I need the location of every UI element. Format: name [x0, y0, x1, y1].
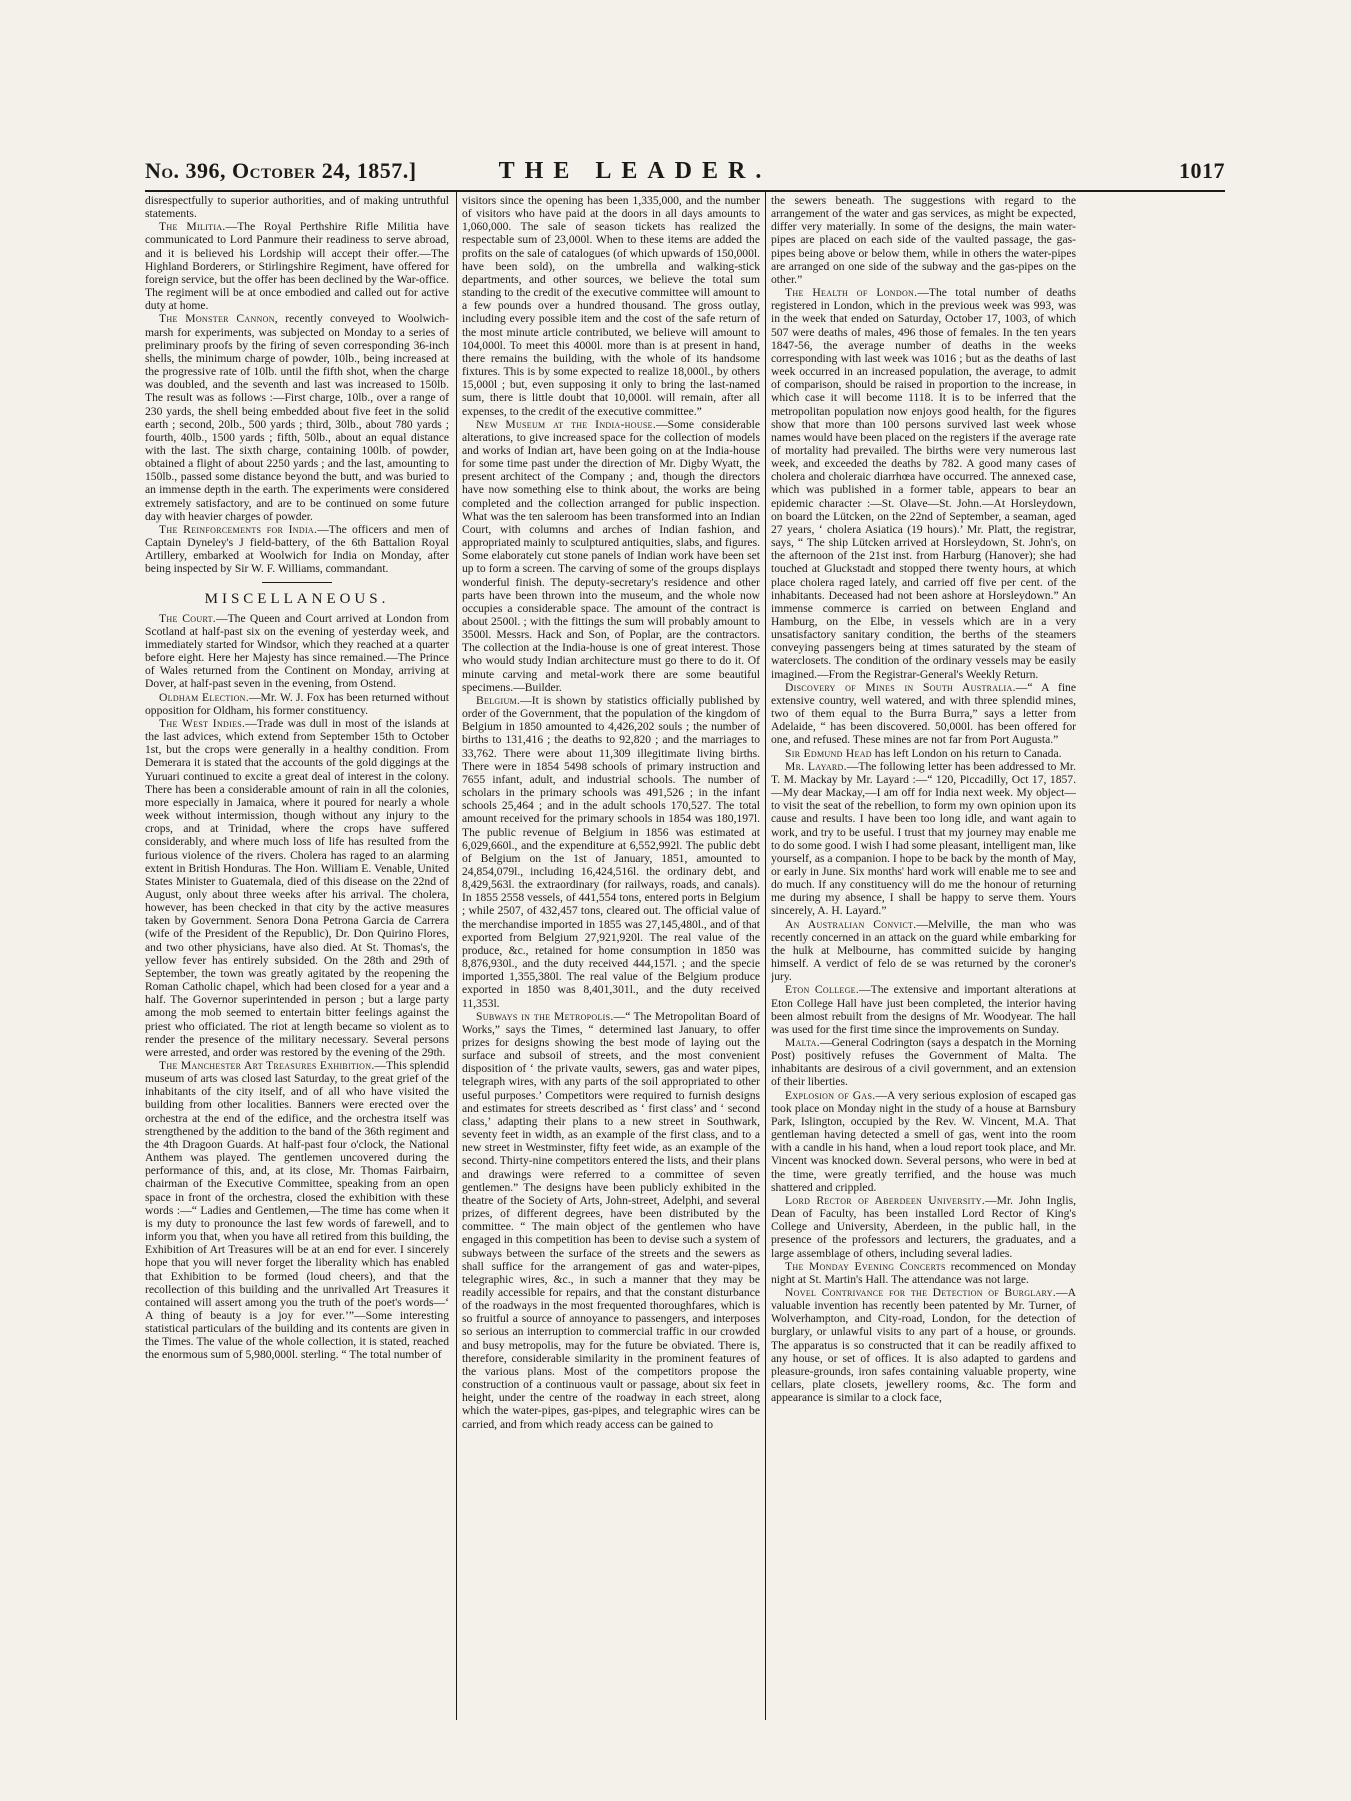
column-divider: [765, 192, 766, 1720]
article-headline: Lord Rector of Aberdeen University.: [785, 1193, 986, 1207]
page-number: 1017: [1179, 158, 1225, 183]
article-headline: Sir Edmund Head: [785, 746, 872, 760]
article-paragraph: [771, 194, 1076, 286]
article-paragraph: [771, 1260, 1076, 1286]
article-headline: Eton College.: [785, 983, 860, 997]
article-text: —The total number of deaths registered in London, which in the previous week was 993, was in the week that ended on Saturday, October 17, 1003, of which 507 were deaths of males, 496 those of females. In the ten years 1847-56, the average number of deaths in the weeks corresponding with last week was 1016 ; but as the deaths of last week occurred in an increased population, the average, to admit of comparison, should be raised in proportion to the increase, in which case it will become 1118. It is to be inferred that the metropolitan population now enjoys good health, for the figures show that more than 100 persons survived last week whose names would have been placed on the registers if the average rate of mortality had prevailed. The births were very numerous last week, and exceeded the deaths by 782. A good many cases of cholera and choleraic diarrhœa have occurred. The annexed case, which was published in a former table, appears to bear an epidemic character :—St. Olave—St. John.—At Horsleydown, on board the Lütcken, on the 22nd of September, a seaman, aged 27 years, ‘ cholera Asiatica (19 hours).’ Mr. Platt, the registrar, says, “ The ship Lütcken arrived at Horsleydown, St. John's, on the afternoon of the 21st inst. from Harburg (Hanover); she had touched at Gluckstadt and stopped there twenty hours, at which place cholera raged lately, and carried off five per cent. of the inhabitants. Deceased had not been ashore at Horsleydown.” An immense commerce is carried on between England and Hamburg, on the Elbe, in vessels which are in a very unsatisfactory sanitary condition, the berths of the steamers conveying passengers being at times saturated by the steam of waterclosets. The condition of the ordinary vessels may be easily imagined.—From the Registrar-General's Weekly Return.: [771, 286, 1076, 681]
article-text: —Mr. W. J. Fox has been returned without opposition for Oldham, his former constituency.: [145, 690, 449, 717]
article-text: —The following letter has been addressed to Mr. T. M. Mackay by Mr. Layard :—“ 120, Piccadilly, Oct 17, 1857.—My dear Mackay,—I am off for India next week. My object—to visit the seat of the rebellion, to form my own opinion upon its cause and results. I have been too long idle, and want again to work, and try to be useful. I trust that my journey may enable me to do some good. I wish I had some pleasant, intelligent man, like yourself, as a companion. I hope to be back by the month of May, or early in June. Six months' hard work will enable me to see and do much. If any constituency will do me the honour of returning me during my absence, I shall be happy to serve them. Yours sincerely, A. H. Layard.”: [771, 759, 1076, 918]
article-text: visitors since the opening has been 1,335,000, and the number of visitors who have paid at the doors in all days amounts to 1,060,000. The sale of season tickets has realized the respectable sum of 23,000l. When to these items are added the profits on the sale of catalogues (of which upwards of 150,000l. have been sold), on the umbrella and walking-stick departments, and other sources, we believe the total sum standing to the credit of the executive committee will amount to a few pounds over a hundred thousand. The gross outlay, including every possible item and the cost of the safe return of the most minute article contributed, we believe will amount to 104,000l. To meet this 4000l. more than is at present in hand, there remains the building, with the whole of its handsome fixtures. This is by some expected to realize 18,000l., by others 15,000l ; but, even supposing it only to bring the last-named sum, there is little doubt that 10,000l. will remain, after all expenses, to the credit of the executive committee.”: [462, 194, 760, 418]
article-paragraph: [771, 918, 1076, 984]
column-divider: [456, 192, 457, 1720]
article-text: —This splendid museum of arts was closed last Saturday, to the great grief of the inhabitants of the city itself, and of all who have visited the building from other localities. Banners were erected over the orchestra at the end of the edifice, and the orchestra itself was strengthened by the addition to the band of the 36th regiment and the 4th Dragoon Guards. At half-past four o'clock, the National Anthem was played. The gentlemen uncovered during the performance of this, and, at its close, Mr. Thomas Fairbairn, chairman of the Executive Committee, speaking from an open space in front of the orchestra, closed the exhibition with these words :—“ Ladies and Gentlemen,—The time has come when it is my duty to pronounce the last few words of farewell, and to inform you that, when you have all retired from this building, the Exhibition of Art Treasures will be at an end for ever. I sincerely hope that you will never forget the liberality which has enabled that Exhibition to be formed (loud cheers), and that the recollection of this building and the unrivalled Art Treasures it contained will assert among you the truth of the poet's words—‘ A thing of beauty is a joy for ever.’”—Some interesting statistical particulars of the building and its contents are given in the Times. The value of the whole collection, it is stated, reached the enormous sum of 5,980,000l. sterling. “ The total number of: [145, 1059, 449, 1362]
article-text: —General Codrington (says a despatch in the Morning Post) positively refuses the Government of Malta. The inhabitants are desirous of a civil government, and an extension of their liberties.: [771, 1036, 1076, 1089]
article-paragraph: [145, 220, 449, 312]
article-headline: Oldham Election.: [159, 690, 249, 704]
article-paragraph: [771, 1286, 1076, 1404]
article-paragraph: [771, 1036, 1076, 1089]
article-headline: Subways in the Metropolis.: [476, 1009, 614, 1023]
section-rule: [262, 582, 332, 583]
masthead-rule: [145, 190, 1225, 192]
article-paragraph: [145, 312, 449, 523]
article-paragraph: [771, 760, 1076, 918]
article-paragraph: [462, 1010, 760, 1431]
article-paragraph: [771, 681, 1076, 747]
article-paragraph: [145, 523, 449, 576]
article-text: —It is shown by statistics officially published by order of the Government, that the population of the kingdom of Belgium in 1850 amounted to 4,426,202 souls ; the number of births to 131,416 ; the deaths to 92,820 ; and the marriages to 33,762. There were about 11,309 illegitimate living births. There were in 1854 5498 schools of primary instruction and 7655 infant, adult, and industrial schools. The number of scholars in the primary schools was 491,526 ; in the infant schools 25,464 ; and in the adult schools 170,527. The total amount received for the primary schools in 1854 was 180,197l. The public revenue of Belgium in 1856 was estimated at 6,029,660l., and the expenditure at 6,552,992l. The public debt of Belgium on the 1st of January, 1851, amounted to 24,854,079l., including 16,424,516l. the ordinary debt, and 8,429,563l. the extraordinary (for railways, roads, and canals). In 1855 2558 vessels, of 441,554 tons, entered ports in Belgium ; while 2507, of 432,457 tons, cleared out. The official value of the merchandise imported in 1855 was 27,145,480l., and of that exported from Belgium 27,921,920l. The real value of the produce, &c., retained for home consumption in 1850 was 8,876,930l., and the duty received 444,157l. ; and the specie imported 1,355,380l. The real value of the Belgium produce exported in 1850 was 8,401,301l., and the duty received 11,353l.: [462, 693, 760, 1010]
article-text: —Melville, the man who was recently concerned in an attack on the guard while embarking for the hulk at Melbourne, has committed suicide by hanging himself. A verdict of felo de se was returned by the coroner's jury.: [771, 917, 1076, 984]
article-headline: New Museum at the India-house.: [476, 417, 657, 431]
column-2: [462, 194, 760, 1724]
column-1: [145, 194, 449, 1724]
article-text: —The extensive and important alterations at Eton College Hall have just been completed, the interior having been almost rebuilt from the designs of Mr. Woodyear. The hall was used for the first time since the improvements on Sunday.: [771, 983, 1076, 1036]
article-text: —Mr. John Inglis, Dean of Faculty, has been installed Lord Rector of King's College and University, Aberdeen, in the public hall, in the presence of the professors and lecturers, the graduates, and a large assemblage of others, including several ladies.: [771, 1193, 1076, 1260]
article-paragraph: [771, 1194, 1076, 1260]
article-paragraph: [462, 418, 760, 694]
article-text: —A very serious explosion of escaped gas took place on Monday night in the study of a house at Barnsbury Park, Islington, occupied by the Rev. W. Vincent, M.A. That gentleman having detected a smell of gas, went into the room with a candle in his hand, when a loud report took place, and Mr. Vincent was knocked down. Several persons, who were in bed at the time, were greatly terrified, and the house was much shattered and crippled.: [771, 1088, 1076, 1194]
article-text: has left London on his return to Canada.: [871, 746, 1062, 760]
article-paragraph: [145, 717, 449, 1059]
article-headline: The Health of London.: [785, 286, 918, 300]
article-headline: Malta.: [785, 1036, 820, 1049]
article-headline: Belgium.: [476, 693, 521, 707]
article-paragraph: [771, 983, 1076, 1036]
issue-line: No. 396, October 24, 1857.]: [145, 158, 417, 183]
article-headline: The Reinforcements for India.: [159, 522, 318, 536]
section-heading: MISCELLANEOUS.: [204, 590, 390, 607]
article-headline: Explosion of Gas.: [785, 1088, 876, 1102]
article-text: —The officers and men of Captain Dyneley's J field-battery, of the 6th Battalion Royal Artillery, embarked at Woolwich for India on Monday, after being inspected by Sir W. F. Williams, commandant.: [145, 522, 449, 576]
article-text: the sewers beneath. The suggestions with regard to the arrangement of the water and gas services, as might be expected, differ very materially. In some of the designs, the main water-pipes are placed on each side of the vaulted passage, the gas-pipes being above or below them, while in others the water-pipes are arranged on one side of the subway and the gas-pipes on the other.”: [771, 194, 1076, 286]
article-headline: The Militia.: [159, 220, 226, 234]
article-text: —Some considerable alterations, to give increased space for the collection of models and works of Indian art, have been going on at the India-house for some time past under the direction of Mr. Digby Wyatt, the present architect of the Company ; and, though the directors have now something else to think about, the works are being completed and the collection arranged for public inspection. What was the ten saleroom has been transformed into an Indian Court, with columns and arches of Indian fashion, and appropriated mainly to sculptured antiquities, slabs, and figures. Some elaborately cut stone panels of Indian work have been set up to form a screen. The carving of some of the groups displays wonderful finish. The deputy-secretary's residence and other parts have been thrown into the museum, and the whole now occupies a considerable space. The amount of the contract is about 2500l. ; with the fittings the sum will probably amount to 3500l. Messrs. Hack and Son, of Poplar, are the contractors. The collection at the India-house is one of great interest. Those who would study Indian architecture must go there to do it. Of minute carving and metal-work there are some beautiful specimens.—Builder.: [462, 417, 760, 694]
article-text: —“ A fine extensive country, well watered, and with three splendid mines, two of them equal to the Burra Burra,” says a letter from Adelaide, “ has been discovered. 50,000l. has been offered for one, and refused. These mines are not far from Port Augusta.”: [771, 680, 1076, 747]
article-text: —The Royal Perthshire Rifle Militia have communicated to Lord Panmure their readiness to serve abroad, and it is believed his Lordship will accept their offer.—The Highland Borderers, or Stirlingshire Regiment, have offered for foreign service, but the offer has been declined by the War-office. The regiment will be at once embodied and called out for active duty at home.: [145, 220, 449, 313]
article-headline: Mr. Layard.: [785, 759, 847, 773]
article-paragraph: [145, 194, 449, 220]
article-paragraph: [145, 612, 449, 691]
newspaper-title: THE LEADER.: [498, 158, 772, 184]
article-text: recently conveyed to Woolwich-marsh for experiments, was subjected on Monday to a series of preliminary proofs by the firing of seven corresponding 36-inch shells, the minimum charge of powder, 10lb., being increased at the progressive rate of 10lb. until the fifth shot, when the charge was doubled, and the seventh and last was increased to 150lb. The result was as follows :—First charge, 10lb., over a range of 230 yards, the shell being embedded about five feet in the solid earth ; second, 20lb., 500 yards ; third, 30lb., about 780 yards ; fourth, 40lb., 1500 yards ; fifth, 50lb., about an equal distance with the last. The sixth charge, containing 100lb. of powder, obtained a flight of about 2250 yards ; and the last, amounting to 150lb., passed some distance beyond the butt, and was buried to an immense depth in the earth. The experiments were considered extremely satisfactory, and are to be continued on some future day with heavier charges of powder.: [145, 312, 449, 523]
article-paragraph: [145, 691, 449, 717]
article-headline: Novel Contrivance for the Detection of Burglary.: [785, 1285, 1057, 1299]
article-headline: The Monster Cannon,: [159, 312, 278, 326]
article-paragraph: [462, 694, 760, 1010]
article-text: —Trade was dull in most of the islands at the last advices, which extend from September 15th to October 1st, but the crops were generally in a healthy condition. From Demerara it is stated that the accounts of the gold diggings at the Yuruari continued to excite a great deal of interest in the colony. There has been a considerable amount of rain in all the colonies, more especially in Jamaica, where it poured for nearly a whole week without intermission, though without any injury to the crops, and at Trinidad, where the crops have suffered considerably, and where much loss of life has resulted from the furious violence of the rivers. Cholera has raged to an alarming extent in British Honduras. The Hon. William E. Venable, United States Minister to Guatemala, died of this disease on the 22nd of August, only about three weeks after his arrival. The cholera, however, has been checked in that city by the active measures taken by Government. Senora Dona Petrona Garcia de Carrera (wife of the President of the Republic), Dr. Don Quirino Flores, and two other physicians, have also died. At St. Thomas's, the yellow fever has entirely subsided. On the 28th and 29th of September, the town was greatly agitated by the reopening the Roman Catholic chapel, which had been closed for a year and a half. The Governor superintended in person ; but a large party among the mob seemed to entertain bitter feelings against the priest who officiated. The riot at length became so violent as to render the presence of the military necessary. Several persons were arrested, and order was restored by the evening of the 29th.: [145, 716, 449, 1059]
masthead: [145, 158, 1225, 188]
article-headline: The Monday Evening Concerts: [785, 1259, 946, 1273]
article-text: —“ The Metropolitan Board of Works,” says the Times, “ determined last January, to offer prizes for designs showing the best mode of laying out the surface and subsoil of streets, and the most convenient disposition of ‘ the private vaults, sewers, gas and water pipes, telegraph wires, with any parts of the soil appropriated to other useful purposes.’ Competitors were required to furnish designs and estimates for streets described as ‘ first class’ and ‘ second class,’ adapting their plans to a new street in Southwark, seventy feet in width, as an example of the first class, and to a new street in Westminster, fifty feet wide, as an example of the second. Thirty-nine competitors entered the lists, and their plans and drawings were referred to a committee of seven gentlemen.” The designs have been publicly exhibited in the theatre of the Society of Arts, John-street, Adelphi, and several prizes, of different degrees, have been distributed by the committee. “ The main object of the gentlemen who have engaged in this competition has been to devise such a system of subways between the surface of the streets and the sewers as shall suffice for the arrangement of gas and water-pipes, telegraphic wires, &c., in such a manner that they may be readily accessible for repairs, and that the constant disturbance of the roadways in the most frequented thoroughfares, which is so fruitful a source of annoyance to passengers, and interposes so serious an interruption to commercial traffic in our crowded and busy metropolis, may for the future be obviated. There is, therefore, considerable similarity in the prominent features of the various plans. Most of the competitors propose the construction of a continuous vault or passage, about six feet in height, under the centre of the roadway in each street, along which the water-pipes, gas-pipes, and telegraphic wires can be carried, and from which ready access can be gained to: [462, 1009, 760, 1431]
article-paragraph: [462, 194, 760, 418]
article-headline: The West Indies.: [159, 716, 246, 730]
article-headline: An Australian Convict.: [785, 917, 917, 931]
column-3: [771, 194, 1076, 1724]
article-text: disrespectfully to superior authorities, and of making untruthful statements.: [145, 194, 449, 221]
article-paragraph: [771, 1089, 1076, 1194]
article-headline: The Manchester Art Treasures Exhibition.: [159, 1059, 375, 1072]
article-paragraph: [771, 286, 1076, 681]
article-headline: The Court.: [159, 611, 216, 625]
article-text: —A valuable invention has recently been patented by Mr. Turner, of Wolverhampton, and City-road, London, for the detection of burglary, or unlawful visits to any part of a house, or grounds. The apparatus is so constructed that it can be readily affixed to any house, or set of offices. It is also adapted to gardens and pleasure-grounds, iron safes containing valuable property, wine cellars, plate closets, jewellery rooms, &c. The form and appearance is similar to a clock face,: [771, 1285, 1076, 1405]
article-headline: Discovery of Mines in South Australia.: [785, 680, 1016, 694]
article-text: —The Queen and Court arrived at London from Scotland at half-past six on the evening of yesterday week, and immediately started for Windsor, which they reached at a quarter before eight. Here her Majesty has since remained.—The Prince of Wales returned from the Continent on Monday, arriving at Dover, at half-past seven in the evening, from Ostend.: [145, 611, 449, 691]
article-paragraph: [145, 1059, 449, 1362]
article-paragraph: [771, 747, 1076, 760]
article-text: recommenced on Monday night at St. Martin's Hall. The attendance was not large.: [771, 1259, 1076, 1286]
